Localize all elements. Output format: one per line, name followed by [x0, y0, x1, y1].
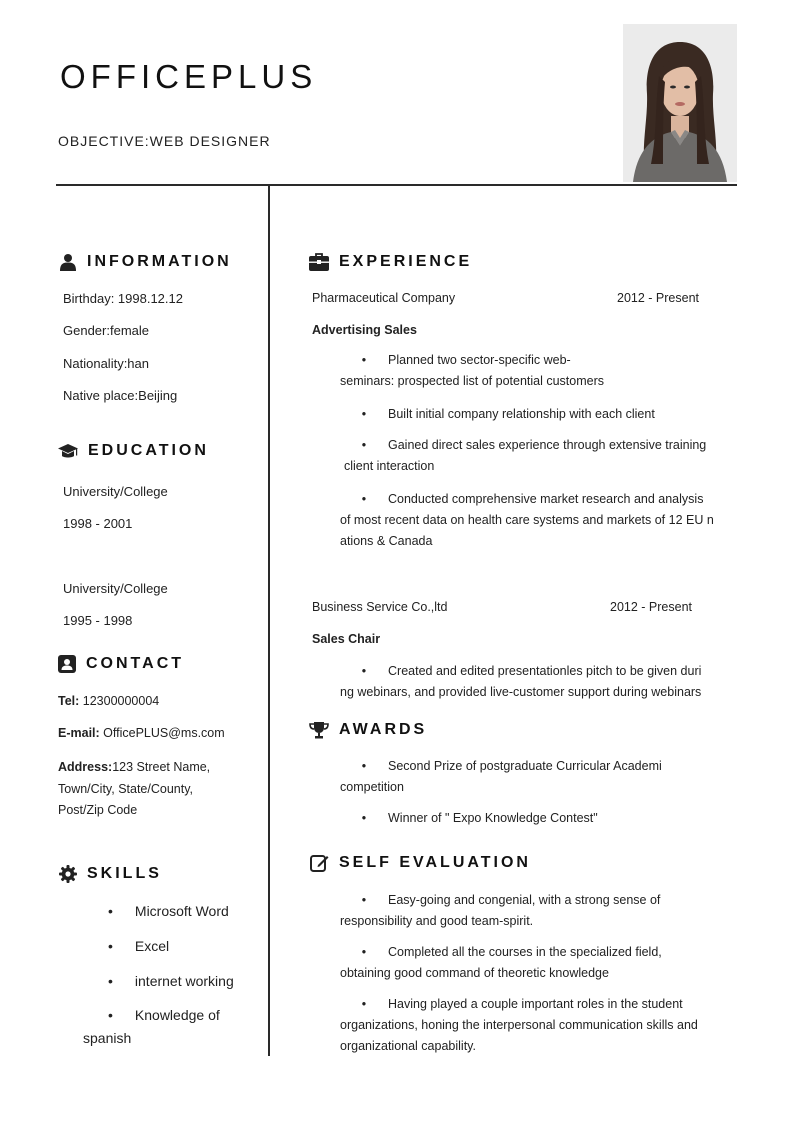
contact-title: CONTACT: [86, 655, 185, 672]
job-company: Business Service Co.,ltd: [312, 600, 448, 614]
job-period: 2012 - Present: [617, 291, 699, 305]
self-evaluation-heading: [310, 854, 531, 872]
experience-heading: [309, 253, 472, 271]
column-divider: [268, 186, 270, 1056]
gear-icon: [59, 865, 77, 883]
briefcase-icon: [309, 253, 329, 271]
graduation-cap-icon: [58, 442, 78, 460]
award-bullet: • Second Prize of postgraduate Curricular Academi competition: [340, 759, 662, 794]
contact-heading: [58, 655, 184, 673]
person-icon: [59, 253, 77, 271]
edit-icon: [310, 854, 329, 872]
information-title: INFORMATION: [87, 253, 232, 270]
job-bullet: • Gained direct sales experience through extensive training client interaction: [344, 438, 707, 473]
info-gender: Gender:female: [63, 323, 149, 338]
address-line: Town/City, State/County,: [58, 781, 194, 796]
education-school: University/College: [63, 581, 168, 596]
contact-card-icon: [58, 655, 76, 673]
evaluation-bullet: • Having played a couple important roles in the student organizations, honing the interpersonal communication skills and organizational capability.: [340, 997, 698, 1053]
job-role: Sales Chair: [312, 632, 381, 646]
job-bullet: • Planned two sector-specific web- seminars: prospected list of potential customers: [340, 353, 605, 388]
awards-title: AWARDS: [339, 721, 428, 738]
profile-photo: [623, 24, 737, 182]
experience-title: EXPERIENCE: [339, 253, 473, 270]
tel-label: Tel:: [58, 694, 80, 708]
info-native-place: Native place:Beijing: [63, 388, 178, 403]
education-title: EDUCATION: [88, 442, 209, 459]
resume-name: OFFICEPLUS: [60, 58, 318, 95]
skill-item: • Knowledge of: [108, 1007, 220, 1023]
contact-address: [58, 757, 210, 822]
skills-heading: [59, 865, 162, 883]
evaluation-bullet: • Completed all the courses in the specialized field, obtaining good command of theoretic knowledge: [340, 945, 662, 980]
information-heading: [59, 253, 232, 271]
job-bullet: • Conducted comprehensive market research and analysis of most recent data on health care systems and markets of 12 EU n ations & Canada: [340, 492, 714, 548]
education-school: University/College: [63, 484, 168, 499]
skill-item: • internet working: [108, 973, 234, 989]
job-company: Pharmaceutical Company: [312, 291, 456, 305]
contact-tel: [58, 694, 159, 708]
education-years: 1995 - 1998: [63, 613, 133, 628]
award-bullet: • Winner of " Expo Knowledge Contest": [361, 811, 598, 825]
job-period: 2012 - Present: [610, 600, 692, 614]
info-birthday: Birthday: 1998.12.12: [63, 291, 183, 306]
info-nationality: Nationality:han: [63, 356, 149, 371]
education-heading: [58, 442, 209, 460]
objective: OBJECTIVE:WEB DESIGNER: [58, 133, 271, 149]
tel-value: 12300000004: [79, 694, 160, 708]
contact-email: [58, 726, 225, 740]
skill-item: • Excel: [108, 938, 170, 954]
education-years: 1998 - 2001: [63, 516, 133, 531]
address-line: 123 Street Name,: [112, 760, 211, 774]
awards-heading: [309, 721, 427, 739]
job-bullet: • Created and edited presentationles pitch to be given duri ng webinars, and provided live-customer support during webinars: [340, 664, 702, 699]
skill-item: • Microsoft Word: [108, 903, 229, 919]
email-label: E-mail:: [58, 726, 100, 740]
email-value: OfficePLUS@ms.com: [99, 726, 225, 740]
skill-item-wrap: spanish: [83, 1030, 132, 1046]
evaluation-bullet: • Easy-going and congenial, with a strong sense of responsibility and good team-spirit.: [340, 893, 661, 928]
self-evaluation-title: SELF EVALUATION: [339, 854, 531, 871]
address-label: Address:: [58, 760, 113, 774]
job-bullet: • Built initial company relationship with each client: [361, 407, 655, 421]
job-role: Advertising Sales: [312, 323, 417, 337]
address-line: Post/Zip Code: [58, 803, 138, 817]
skills-title: SKILLS: [87, 865, 162, 882]
trophy-icon: [309, 721, 329, 739]
header-divider: [56, 184, 737, 186]
